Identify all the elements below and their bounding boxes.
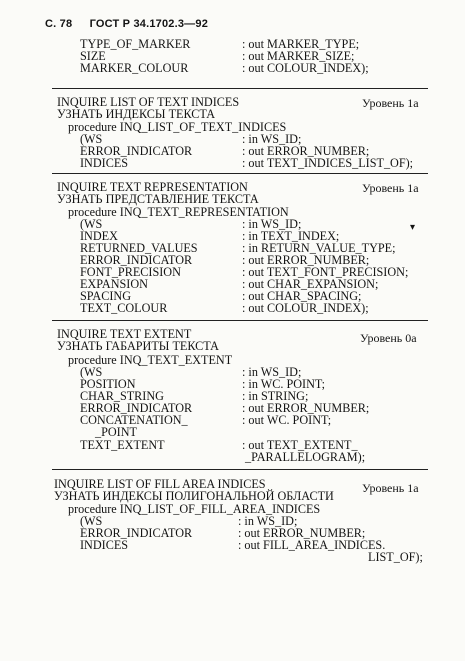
section-divider <box>52 320 428 321</box>
param-type: : out ERROR_NUMBER; <box>242 401 370 415</box>
section-title-ru: УЗНАТЬ ИНДЕКСЫ ТЕКСТА <box>57 107 216 121</box>
section-level: Уровень 1а <box>362 481 419 495</box>
param-type: : out TEXT_INDICES_LIST_OF); <box>242 156 414 170</box>
param-type-continued: LIST_OF); <box>368 550 423 564</box>
section-level: Уровень 0а <box>360 331 417 345</box>
param-type: : in WS_ID; <box>242 217 302 231</box>
param-name: FONT_PRECISION <box>80 265 181 279</box>
section-title-ru: УЗНАТЬ ПРЕДСТАВЛЕНИЕ ТЕКСТА <box>57 192 259 206</box>
param-name: TEXT_EXTENT <box>80 438 165 452</box>
param-type: : out CHAR_SPACING; <box>242 289 362 303</box>
section-title-en: INQUIRE LIST OF FILL AREA INDICES <box>54 477 266 491</box>
param-name: RETURNED_VALUES <box>80 241 198 255</box>
param-type: : out CHAR_EXPANSION; <box>242 277 379 291</box>
param-name: INDICES <box>80 156 129 170</box>
procedure-name: procedure INQ_TEXT_REPRESENTATION <box>68 205 289 219</box>
section-level: Уровень 1а <box>362 181 419 195</box>
param-type: : out MARKER_TYPE; <box>242 37 360 51</box>
section-divider <box>52 173 428 174</box>
param-name: (WS <box>80 365 103 379</box>
section-title-en: INQUIRE TEXT EXTENT <box>57 327 192 341</box>
param-name: INDEX <box>80 229 118 243</box>
param-type: : out MARKER_SIZE; <box>242 49 355 63</box>
param-type: : in WS_ID; <box>238 514 298 528</box>
procedure-name: procedure INQ_LIST_OF_FILL_AREA_INDICES <box>68 502 321 516</box>
param-type: : in TEXT_INDEX; <box>242 229 340 243</box>
section-level: Уровень 1а <box>362 96 419 110</box>
param-name: ERROR_INDICATOR <box>80 144 193 158</box>
param-type: : out WC. POINT; <box>242 413 332 427</box>
section-title-ru: УЗНАТЬ ИНДЕКСЫ ПОЛИГОНАЛЬНОЙ ОБЛАСТИ <box>54 489 334 503</box>
procedure-name: procedure INQ_LIST_OF_TEXT_INDICES <box>68 120 287 134</box>
section-title-en: INQUIRE TEXT REPRESENTATION <box>57 180 248 194</box>
param-name: TYPE_OF_MARKER <box>80 37 191 51</box>
param-type-continued: _PARALLELOGRAM); <box>245 450 366 464</box>
param-name: CONCATENATION_ <box>80 413 188 427</box>
procedure-name: procedure INQ_TEXT_EXTENT <box>68 353 233 367</box>
param-name: EXPANSION <box>80 277 148 291</box>
standard-id: ГОСТ Р 34.1702.3—92 <box>89 18 209 30</box>
param-name: CHAR_STRING <box>80 389 164 403</box>
section-divider <box>52 88 428 89</box>
param-type: : out COLOUR_INDEX); <box>242 61 369 75</box>
param-name-continued: _POINT <box>95 425 137 439</box>
param-type: : out ERROR_NUMBER; <box>238 526 366 540</box>
param-name: ERROR_INDICATOR <box>80 526 193 540</box>
param-type: : in WS_ID; <box>242 365 302 379</box>
param-name: SIZE <box>80 49 106 63</box>
param-name: SPACING <box>80 289 132 303</box>
param-type: : in WC. POINT; <box>242 377 326 391</box>
param-name: ERROR_INDICATOR <box>80 401 193 415</box>
section-divider <box>52 469 428 470</box>
param-name: TEXT_COLOUR <box>80 301 168 315</box>
param-type: : out ERROR_NUMBER; <box>242 144 370 158</box>
param-type: : out TEXT_FONT_PRECISION; <box>242 265 409 279</box>
page-header <box>45 18 222 30</box>
param-name: (WS <box>80 514 103 528</box>
param-name: (WS <box>80 132 103 146</box>
page-number: С. 78 <box>45 18 73 30</box>
param-name: INDICES <box>80 538 129 552</box>
param-type: : in WS_ID; <box>242 132 302 146</box>
ink-mark: ▾ <box>410 222 416 233</box>
param-type: : in RETURN_VALUE_TYPE; <box>242 241 396 255</box>
param-type: : out FILL_AREA_INDICES. <box>238 538 386 552</box>
param-type: : in STRING; <box>242 389 309 403</box>
section-title-ru: УЗНАТЬ ГАБАРИТЫ ТЕКСТА <box>57 339 219 353</box>
section-title-en: INQUIRE LIST OF TEXT INDICES <box>57 95 240 109</box>
param-name: POSITION <box>80 377 136 391</box>
param-type: : out COLOUR_INDEX); <box>242 301 369 315</box>
param-type: : out TEXT_EXTENT_ <box>242 438 358 452</box>
param-name: (WS <box>80 217 103 231</box>
param-type: : out ERROR_NUMBER; <box>242 253 370 267</box>
param-name: ERROR_INDICATOR <box>80 253 193 267</box>
param-name: MARKER_COLOUR <box>80 61 189 75</box>
